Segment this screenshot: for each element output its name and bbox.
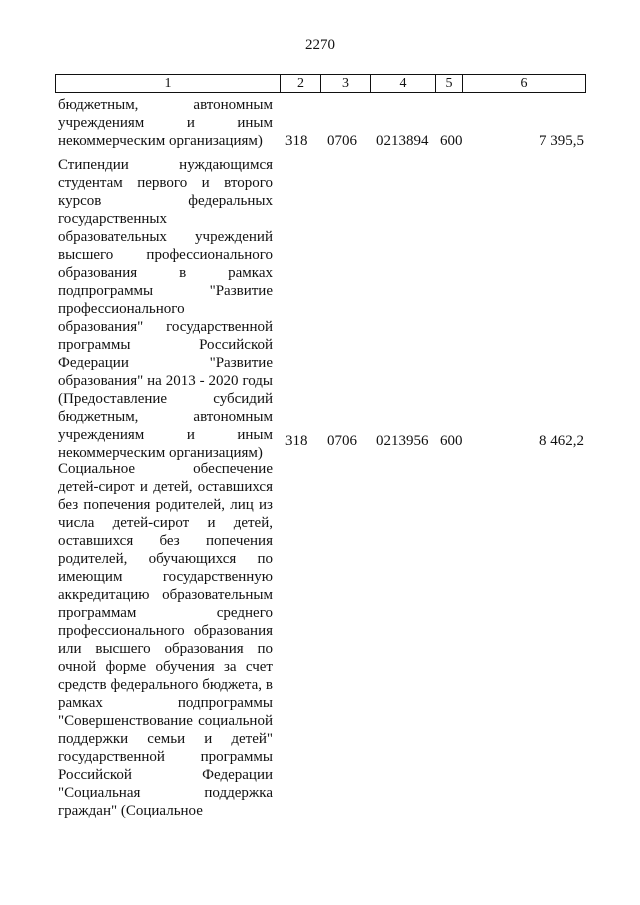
cell-col6: 8 462,2 <box>539 433 584 449</box>
cell-col3: 0706 <box>327 133 357 149</box>
description-line: "Совершенствование социальной <box>58 713 273 729</box>
cell-col4: 0213894 <box>376 133 429 149</box>
description-line: учреждениям и иным <box>58 115 273 131</box>
description-line: высшего профессионального <box>58 247 273 263</box>
description-line: или высшего образования по <box>58 641 273 657</box>
description-line: Социальное обеспечение <box>58 461 273 477</box>
column-header-3: 3 <box>321 75 371 93</box>
row-description <box>58 156 273 462</box>
description-line: рамках подпрограммы <box>58 695 273 711</box>
description-line: аккредитацию образовательным <box>58 587 273 603</box>
description-line: Стипендии нуждающимся <box>58 157 273 173</box>
description-line: образования" на 2013 - 2020 годы <box>58 373 273 389</box>
description-line: оставшихся без попечения <box>58 533 273 549</box>
column-header-5: 5 <box>436 75 463 93</box>
description-line: государственной программы <box>58 749 273 765</box>
cell-col2: 318 <box>285 133 308 149</box>
description-line: учреждениям и иным <box>58 427 273 443</box>
description-line: "Социальная поддержка <box>58 785 273 801</box>
column-header-6: 6 <box>463 75 586 93</box>
description-line: подпрограммы "Развитие <box>58 283 273 299</box>
cell-col5: 600 <box>440 433 463 449</box>
description-line: бюджетным, автономным <box>58 409 273 425</box>
description-line: Российской Федерации <box>58 767 273 783</box>
description-line: (Предоставление субсидий <box>58 391 273 407</box>
description-line: профессионального <box>58 301 185 317</box>
page-number: 2270 <box>305 37 335 53</box>
description-line: граждан" (Социальное <box>58 803 203 819</box>
description-line: государственных <box>58 211 167 227</box>
row-description <box>58 96 273 150</box>
column-header-4: 4 <box>371 75 436 93</box>
description-line: образовательных учреждений <box>58 229 273 245</box>
description-line: студентам первого и второго <box>58 175 273 191</box>
cell-col2: 318 <box>285 433 308 449</box>
cell-col6: 7 395,5 <box>539 133 584 149</box>
cell-col4: 0213956 <box>376 433 429 449</box>
row-description <box>58 460 273 820</box>
description-line: программы Российской <box>58 337 273 353</box>
description-line: родителей, обучающихся по <box>58 551 273 567</box>
description-line: очной форме обучения за счет <box>58 659 273 675</box>
column-header-1: 1 <box>56 75 281 93</box>
description-line: детей-сирот и детей, оставшихся <box>58 479 273 495</box>
column-header-2: 2 <box>281 75 321 93</box>
cell-col5: 600 <box>440 133 463 149</box>
description-line: бюджетным, автономным <box>58 97 273 113</box>
description-line: Федерации "Развитие <box>58 355 273 371</box>
description-line: некоммерческим организациям) <box>58 133 263 149</box>
description-line: некоммерческим организациям) <box>58 445 263 461</box>
description-line: средств федерального бюджета, в <box>58 677 273 693</box>
description-line: программам среднего <box>58 605 273 621</box>
description-line: курсов федеральных <box>58 193 273 209</box>
column-header-row <box>56 75 586 93</box>
description-line: без попечения родителей, лиц из <box>58 497 273 513</box>
description-line: образования в рамках <box>58 265 273 281</box>
description-line: имеющим государственную <box>58 569 273 585</box>
description-line: поддержки семьи и детей" <box>58 731 273 747</box>
cell-col3: 0706 <box>327 433 357 449</box>
description-line: числа детей-сирот и детей, <box>58 515 273 531</box>
description-line: образования" государственной <box>58 319 273 335</box>
description-line: профессионального образования <box>58 623 273 639</box>
column-header-table <box>55 74 586 93</box>
